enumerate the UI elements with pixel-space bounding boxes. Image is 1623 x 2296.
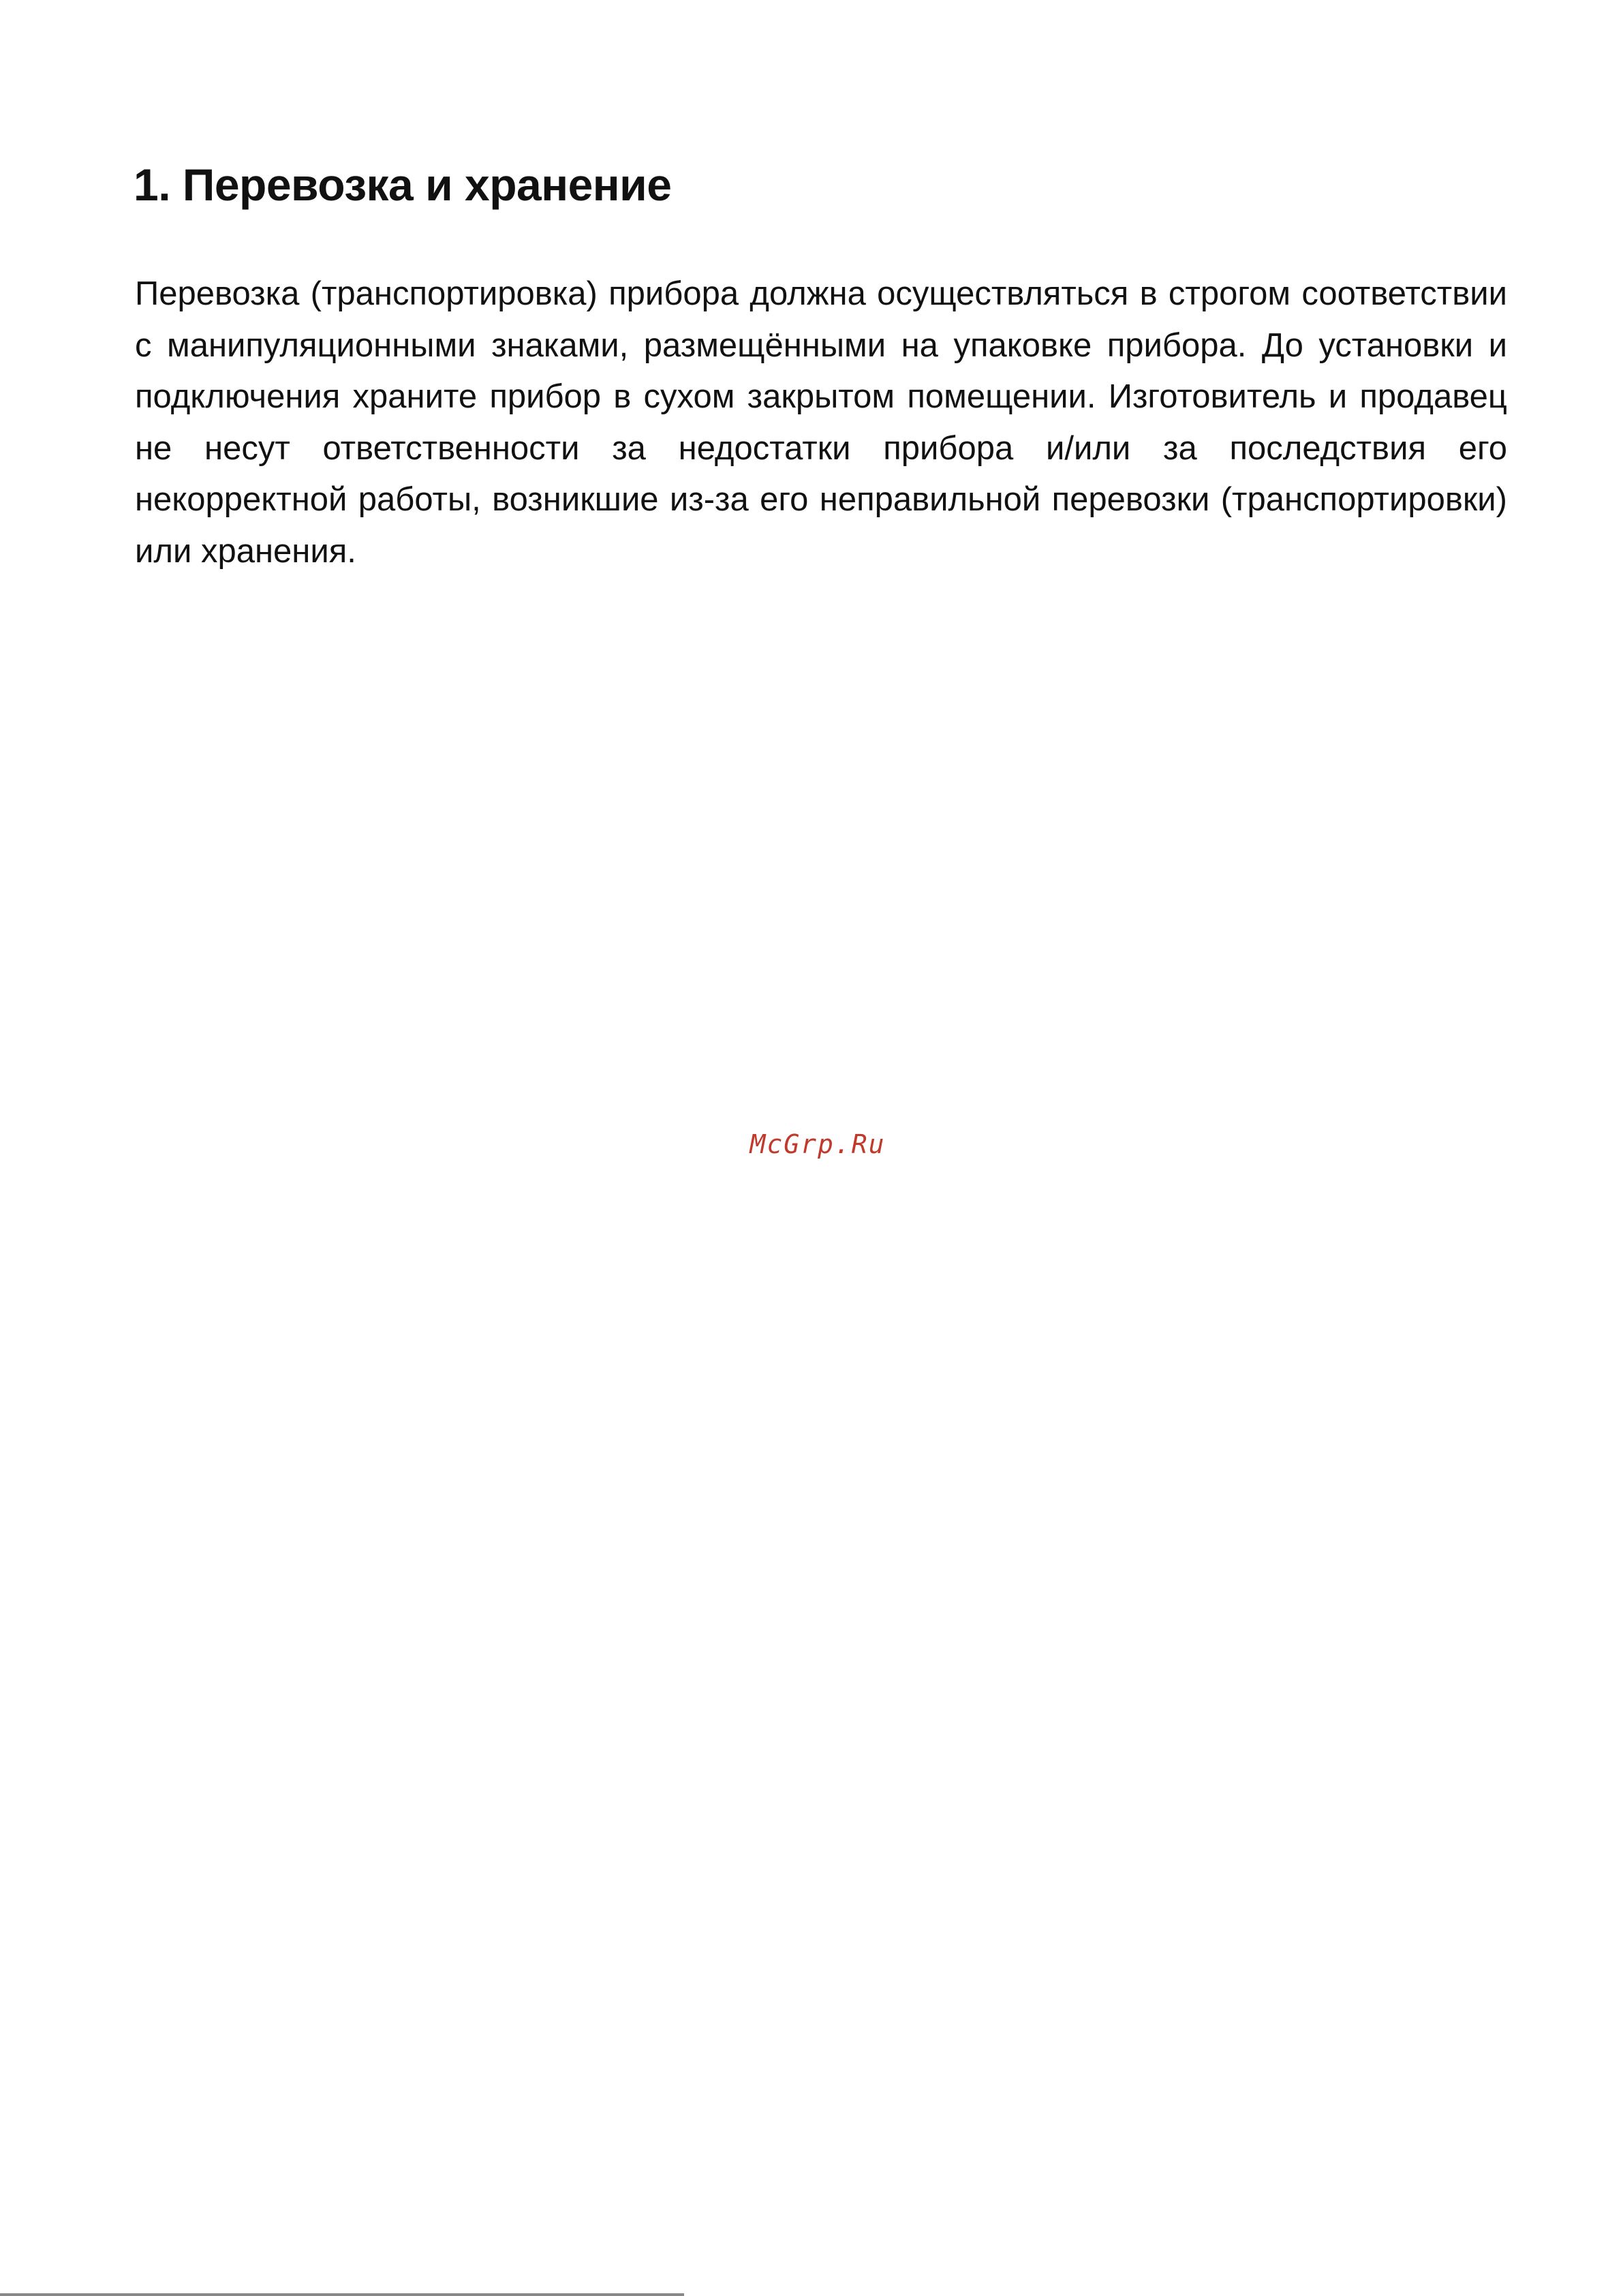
body-paragraph: Перевозка (транспортировка) прибора должна осуществляться в строгом соответствии с манипуляционными знаками, размещёнными на упаковке прибора. До установки и подключения храните прибор в сухом закрытом помещении. Изготовитель и продавец не несут ответственности за недостатки прибора и/или за последствия его некорректной работы, возникшие из-за его неправильной перевозки (транспортировки) или хранения.: [135, 275, 1507, 570]
section-title: 1. Перевозка и хранение: [134, 159, 672, 210]
footer-divider: [0, 2293, 684, 2296]
watermark-text: McGrp.Ru: [749, 1129, 886, 1159]
